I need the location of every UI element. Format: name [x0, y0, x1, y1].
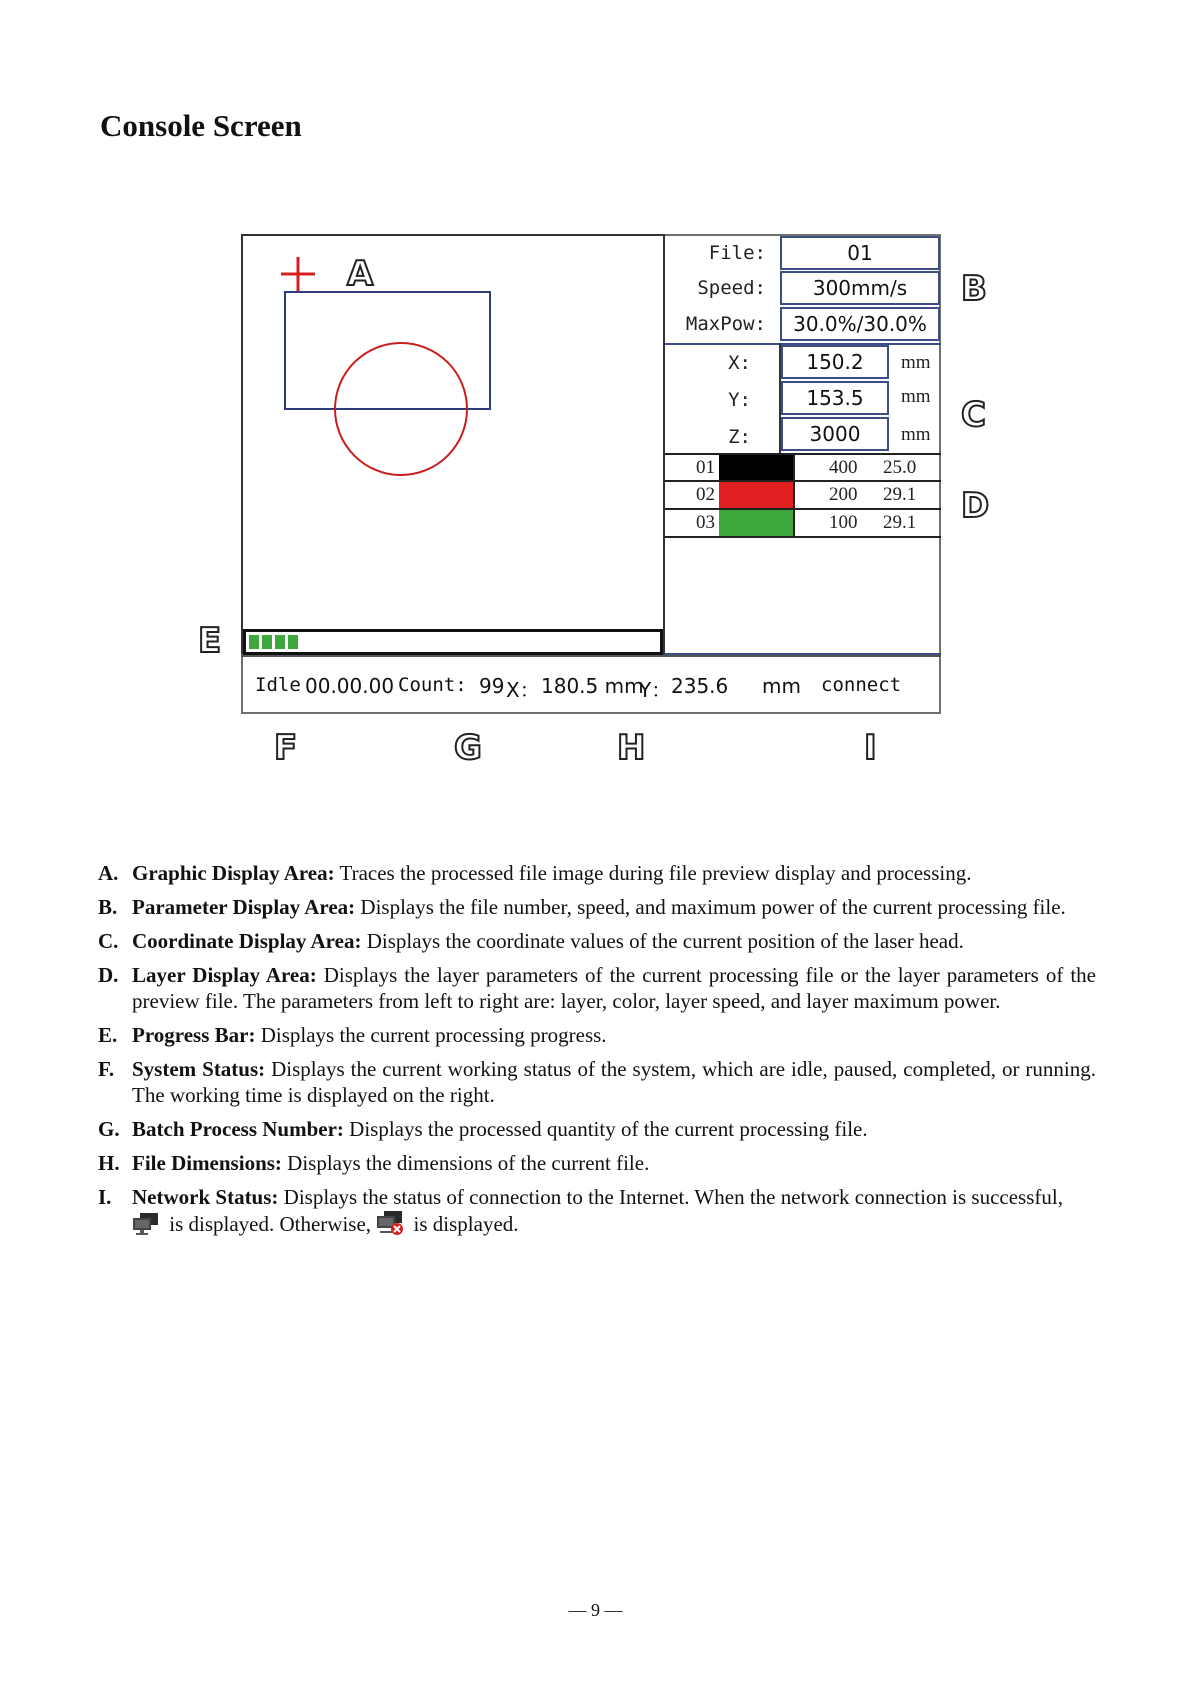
coord-unit-z: mm — [901, 424, 931, 445]
item-text — [132, 1056, 1096, 1108]
callout-f: F — [274, 728, 298, 768]
network-status: connect — [821, 674, 902, 696]
dimension-x-label: X： — [506, 678, 540, 702]
layer-power: 29.1 — [883, 512, 917, 533]
description-item-network — [98, 1184, 1096, 1237]
progress-block — [288, 635, 298, 649]
description-item — [98, 1150, 1096, 1176]
param-label-file: File: — [708, 242, 766, 264]
item-term: Progress Bar: — [132, 1023, 256, 1047]
item-letter: A. — [98, 861, 119, 885]
page-number: — 9 — — [568, 1600, 623, 1620]
layer-row-divider-2 — [665, 508, 941, 510]
progress-block — [275, 635, 285, 649]
network-disconnected-icon — [376, 1210, 404, 1234]
description-list — [98, 860, 1096, 1245]
item-text — [132, 928, 1096, 954]
progress-block — [262, 635, 272, 649]
item-body: Displays the dimensions of the current file. — [281, 1151, 650, 1175]
console-screen-diagram — [198, 234, 990, 768]
preview-rectangle — [285, 292, 490, 409]
coord-label-y: Y: — [728, 389, 751, 411]
dimension-y-value: 235.6 — [671, 674, 729, 698]
callout-a: A — [347, 254, 374, 294]
system-status: Idle — [255, 674, 301, 696]
description-item — [98, 1116, 1096, 1142]
description-item — [98, 894, 1096, 920]
item-body: Displays the processed quantity of the current processing file. — [343, 1117, 868, 1141]
item-letter: F. — [98, 1057, 115, 1081]
network-connected-icon — [132, 1212, 160, 1236]
dimension-unit: mm — [762, 674, 801, 698]
layer-table-bottom — [665, 536, 941, 538]
layer-power: 29.1 — [883, 484, 917, 505]
param-value-maxpow: 30.0%/30.0% — [780, 307, 940, 341]
item-body: Displays the status of connection to the Internet. When the network connection is successful, — [278, 1185, 1063, 1209]
layer-table-top — [665, 453, 941, 455]
coord-value-z: 3000 — [781, 417, 889, 451]
progress-block — [249, 635, 259, 649]
item-term: File Dimensions: — [132, 1151, 282, 1175]
param-value-speed: 300mm/s — [780, 271, 940, 305]
description-item — [98, 1022, 1096, 1048]
callout-i: I — [864, 728, 877, 768]
layer-row-divider-1 — [665, 480, 941, 482]
coord-value-y: 153.5 — [781, 381, 889, 415]
layer-id: 01 — [696, 457, 715, 478]
description-item — [98, 928, 1096, 954]
callout-g: G — [454, 728, 482, 768]
item-term: Network Status: — [132, 1185, 279, 1209]
item-text — [132, 1116, 1096, 1142]
item-letter: C. — [98, 929, 119, 953]
coord-unit-y: mm — [901, 386, 931, 407]
item-body: is displayed. — [408, 1212, 519, 1236]
param-label-speed: Speed: — [697, 277, 766, 299]
item-body: Displays the current processing progress. — [255, 1023, 607, 1047]
page-title: Console Screen — [100, 108, 302, 143]
layer-power: 25.0 — [883, 457, 917, 478]
layer-color-swatch — [719, 482, 793, 508]
layer-id: 03 — [696, 512, 715, 533]
coord-value-x: 150.2 — [781, 345, 889, 379]
callout-d: D — [961, 486, 990, 526]
item-term: System Status: — [132, 1057, 266, 1081]
item-letter: G. — [98, 1117, 120, 1141]
item-body: Traces the processed file image during file preview display and processing. — [334, 861, 972, 885]
callout-b: B — [961, 269, 987, 309]
callout-h: H — [617, 728, 646, 768]
item-term: Coordinate Display Area: — [132, 929, 362, 953]
item-letter: E. — [98, 1023, 118, 1047]
description-item — [98, 1056, 1096, 1108]
dimension-x-value: 180.5 mm — [541, 674, 644, 698]
description-item — [98, 860, 1096, 886]
item-term: Batch Process Number: — [132, 1117, 344, 1141]
layer-id: 02 — [696, 484, 715, 505]
layer-speed: 400 — [829, 457, 858, 478]
callout-c: C — [961, 395, 986, 435]
coord-unit-x: mm — [901, 352, 931, 373]
item-text — [132, 860, 1096, 886]
description-item — [98, 962, 1096, 1014]
progress-bar — [243, 629, 663, 655]
batch-count: 99 — [479, 674, 505, 698]
layer-color-swatch — [719, 455, 793, 480]
item-text — [132, 1022, 1096, 1048]
param-label-maxpow: MaxPow: — [685, 313, 766, 335]
item-text — [132, 1150, 1096, 1176]
graphic-preview — [241, 234, 665, 654]
callout-e: E — [198, 621, 222, 661]
item-letter: B. — [98, 895, 118, 919]
layer-speed: 100 — [829, 512, 858, 533]
coord-label-x: X: — [728, 352, 751, 374]
coord-label-z: Z: — [728, 426, 751, 448]
layer-col-divider — [793, 453, 795, 538]
layer-color-swatch — [719, 510, 793, 536]
progress-fill — [249, 635, 298, 649]
layer-speed: 200 — [829, 484, 858, 505]
param-value-file: 01 — [780, 236, 940, 270]
item-body: Displays the coordinate values of the current position of the laser head. — [361, 929, 964, 953]
status-bar-divider — [241, 655, 941, 657]
count-label: Count: — [398, 674, 467, 696]
item-letter: D. — [98, 963, 119, 987]
item-body: Displays the layer parameters of the current processing file or the layer parameters of the preview file. The parameters from left to right are: layer, color, layer speed, and layer maximum power. — [132, 963, 1096, 1013]
item-text — [132, 1184, 1096, 1237]
item-body: Displays the current working status of the system, which are idle, paused, completed, or running. The working time is displayed on the right. — [132, 1057, 1096, 1107]
dimension-y-label: Y： — [639, 678, 672, 702]
item-text — [132, 962, 1096, 1014]
item-body: is displayed. Otherwise, — [164, 1212, 372, 1236]
item-term: Parameter Display Area: — [132, 895, 356, 919]
item-body: Displays the file number, speed, and maximum power of the current processing file. — [355, 895, 1066, 919]
item-term: Layer Display Area: — [132, 963, 317, 987]
item-letter: H. — [98, 1151, 120, 1175]
item-letter: I. — [98, 1185, 112, 1209]
item-text — [132, 894, 1096, 920]
working-time: 00.00.00 — [305, 674, 395, 698]
item-term: Graphic Display Area: — [132, 861, 335, 885]
